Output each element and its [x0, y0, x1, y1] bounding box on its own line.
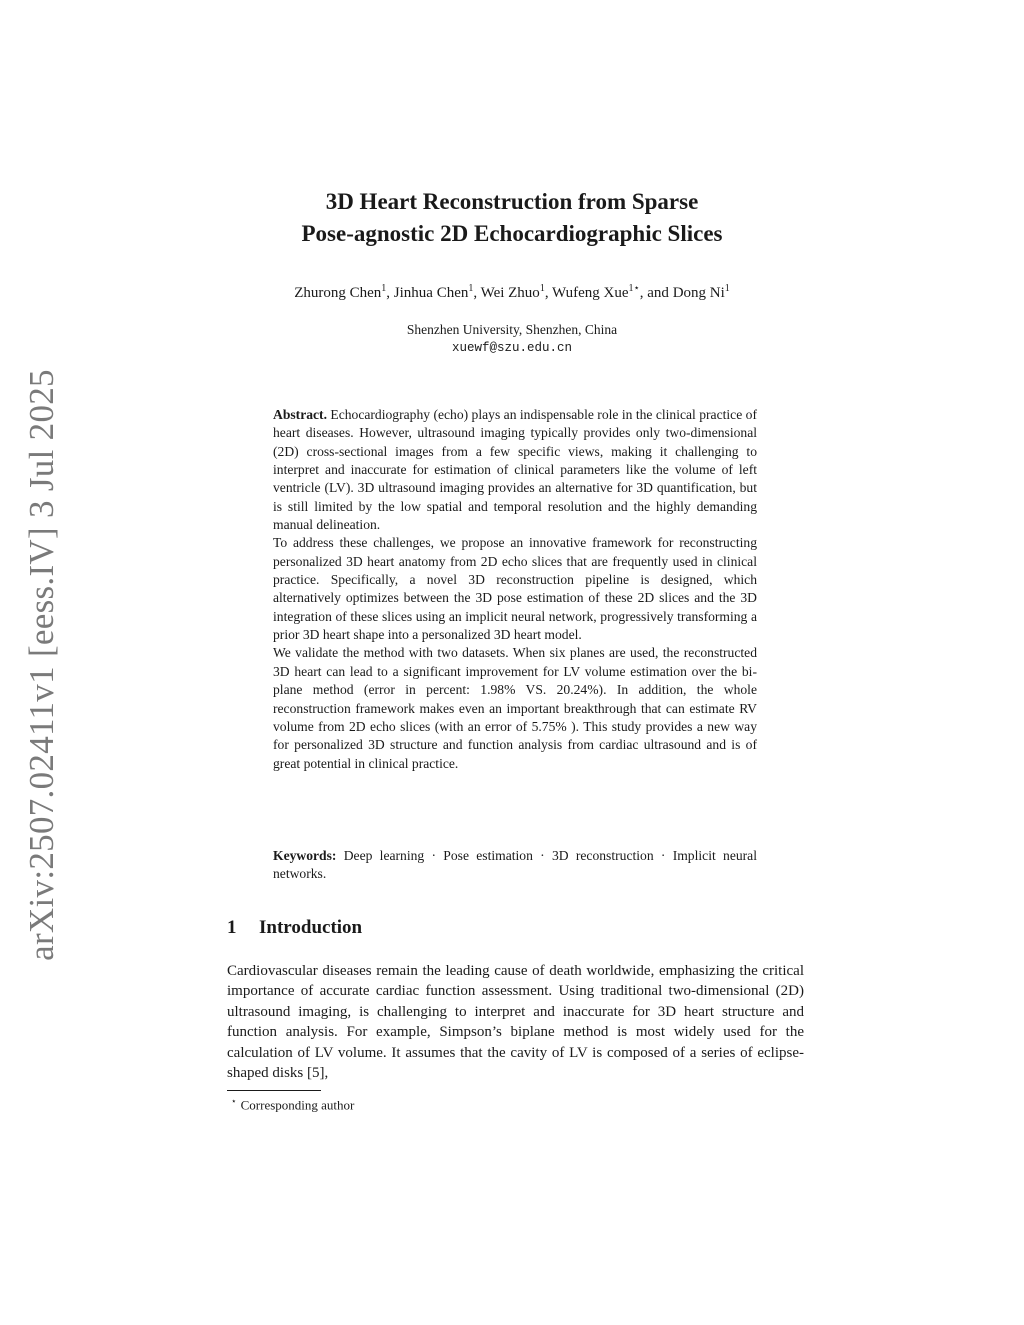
- author-separator: ,: [473, 285, 481, 301]
- arxiv-identifier: arXiv:2507.02411v1 [eess.IV] 3 Jul 2025: [22, 369, 61, 961]
- author-separator: , and: [639, 285, 673, 301]
- author-list: [200, 283, 824, 302]
- author-separator: ,: [386, 285, 394, 301]
- abstract-paragraph-3: We validate the method with two datasets. When six planes are used, the reconstructed 3D heart can lead to a significant improvement for LV volume estimation over the bi-plane method (error in percent: 1.98% VS. 20.24%). In addition, the whole reconstruction framework makes even an important breakthrough that can estimate RV volume from 2D echo slices (with an error of 5.75% ). This study provides a new way for personalized 3D structure and function analysis from cardiac ultrasound and is of great potential in clinical practice.: [273, 645, 757, 771]
- author-affiliation-mark: 1: [724, 283, 730, 294]
- author-separator: ,: [544, 285, 553, 301]
- affiliation: Shenzhen University, Shenzhen, China: [406, 322, 618, 337]
- author-affiliation-mark: 1: [468, 283, 474, 294]
- author-affiliation-mark: 1⋆: [628, 283, 640, 294]
- abstract-block: [273, 406, 757, 773]
- abstract-paragraph-1: [273, 406, 757, 534]
- author-affiliation-mark: 1: [539, 283, 545, 294]
- title-line-1: 3D Heart Reconstruction from Sparse: [325, 189, 699, 214]
- section-title: Introduction: [259, 917, 363, 938]
- affiliation-block: [200, 320, 824, 358]
- footnote-text: Corresponding author: [240, 1097, 355, 1113]
- author-name: Zhurong Chen: [294, 285, 382, 301]
- author-affiliation-mark: 1: [381, 283, 387, 294]
- author-name: Wufeng Xue: [552, 285, 629, 301]
- contact-email: xuewf@szu.edu.cn: [451, 341, 573, 355]
- author-name: Jinhua Chen: [393, 285, 469, 301]
- author-name: Dong Ni: [672, 285, 725, 301]
- keywords-text: Deep learning · Pose estimation · 3D reconstruction · Implicit neural networks.: [273, 848, 757, 882]
- author-name: Wei Zhuo: [480, 285, 540, 301]
- footnote-mark: ⋆: [231, 1096, 237, 1106]
- abstract-paragraph-2: To address these challenges, we propose an innovative framework for reconstructing personalized 3D heart anatomy from 2D echo slices that are frequently used in clinical practice. Specifically, a novel 3D reconstruction pipeline is designed, which alternatively optimizes between the 3D pose estimation of these 2D slices and the 3D integration of these slices using an implicit neural network, progressively transforming a prior 3D heart shape into a personalized 3D heart model.: [273, 535, 757, 643]
- footnote: [231, 1096, 354, 1113]
- keywords-block: [273, 847, 757, 884]
- footnote-rule: [227, 1090, 321, 1091]
- keywords-label: Keywords:: [273, 848, 337, 863]
- section-heading-introduction: [227, 917, 362, 939]
- section-number: 1: [227, 917, 237, 938]
- paper-title: [200, 186, 824, 250]
- introduction-body: [227, 961, 804, 1083]
- abstract-text-1: Echocardiography (echo) plays an indispensable role in the clinical practice of heart diseases. However, ultrasound imaging typically provides only two-dimensional (2D) cross-sectional images from a few specific views, making it challenging to interpret and inaccurate for estimation of clinical parameters like the volume of left ventricle (LV). 3D ultrasound imaging provides an alternative for 3D quantification, but is still limited by the low spatial and temporal resolution and the highly demanding manual delineation.: [273, 407, 757, 533]
- abstract-label: Abstract.: [273, 407, 327, 422]
- introduction-paragraph: Cardiovascular diseases remain the leading cause of death worldwide, emphasizing the critical importance of accurate cardiac function assessment. Using traditional two-dimensional (2D) ultrasound imaging, is challenging to interpret and inaccurate for 3D heart structure and function analysis. For example, Simpson’s biplane method is most widely used for the calculation of LV volume. It assumes that the cavity of LV is composed of a series of eclipse-shaped disks [5],: [227, 963, 804, 1082]
- title-line-2: Pose-agnostic 2D Echocardiographic Slices: [301, 221, 723, 246]
